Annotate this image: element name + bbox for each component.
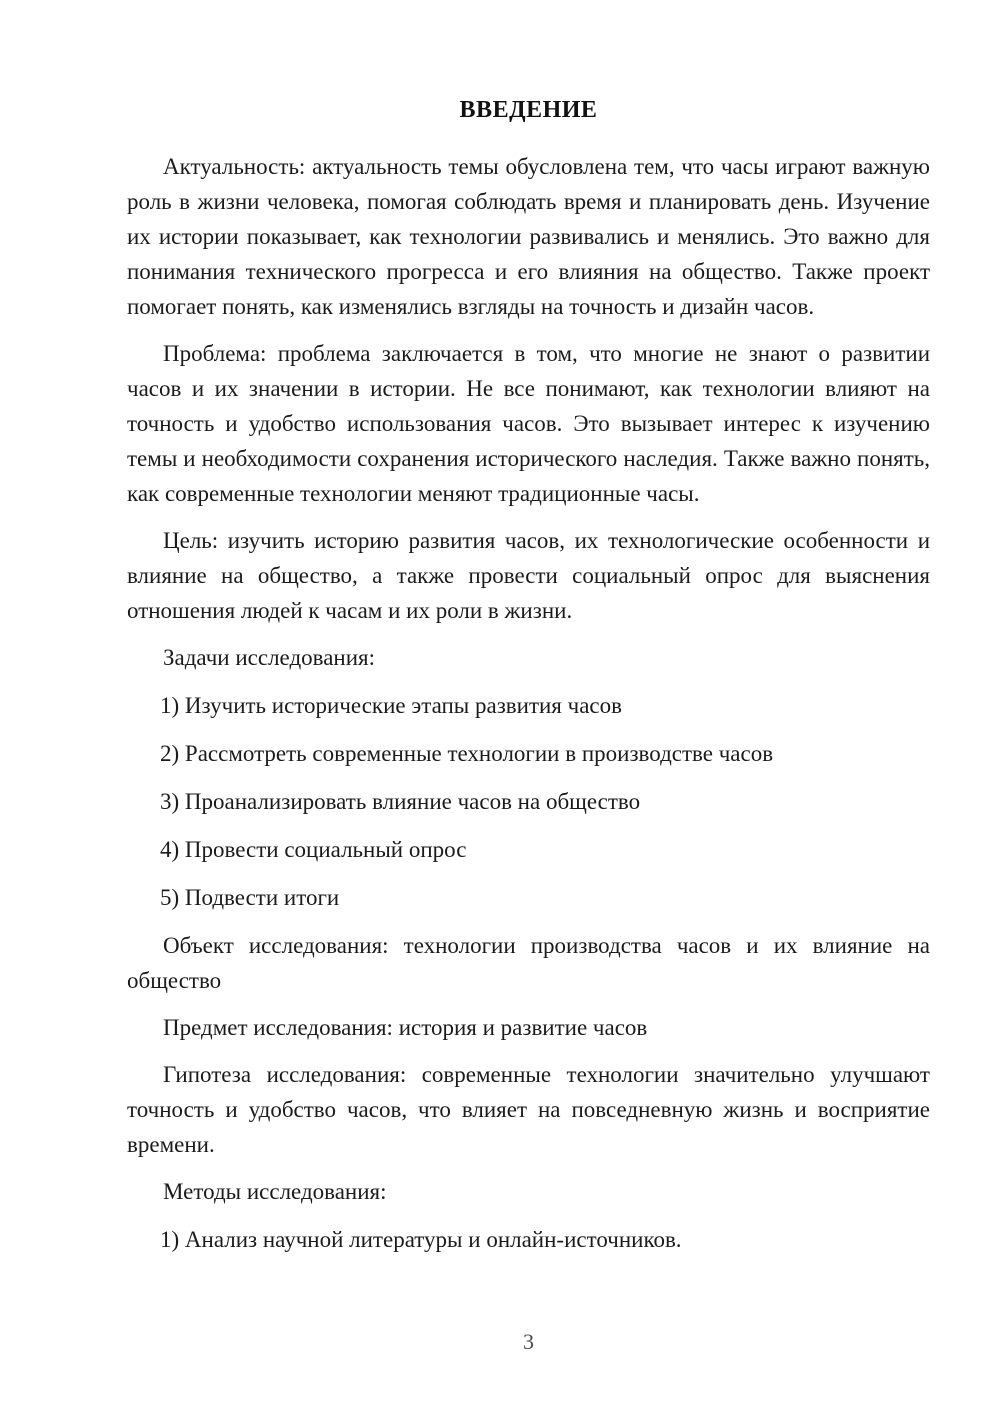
task-item-3: 3) Проанализировать влияние часов на общество: [160, 789, 641, 814]
tasks-heading: Задачи исследования:: [163, 645, 376, 670]
task-item-2: 2) Рассмотреть современные технологии в производстве часов: [160, 741, 774, 766]
tasks-list: [127, 688, 930, 915]
paragraph-relevance: Актуальность: актуальность темы обусловлена тем, что часы играют важную роль в жизни человека, помогая соблюдать время и планировать день. Изучение их истории показывает, как технологии развивались и менялись. Это важно для понимания технического прогресса и его влияния на общество. Также проект помогает понять, как изменялись взгляды на точность и дизайн часов.: [127, 154, 930, 319]
methods-list: [127, 1222, 930, 1257]
methods-heading: Методы исследования:: [163, 1179, 387, 1204]
paragraph-problem: Проблема: проблема заключается в том, что многие не знают о развитии часов и их значении в истории. Не все понимают, как технологии влияют на точность и удобство использования часов. Это вызывает интерес к изучению темы и необходимости сохранения исторического наследия. Также важно понять, как современные технологии меняют традиционные часы.: [127, 341, 930, 506]
paragraph-subject: Предмет исследования: история и развитие часов: [163, 1015, 648, 1040]
task-item-4: 4) Провести социальный опрос: [160, 837, 467, 862]
method-item-1: 1) Анализ научной литературы и онлайн-источников.: [160, 1227, 682, 1252]
page-title: ВВЕДЕНИЕ: [459, 97, 598, 123]
task-item-1: 1) Изучить исторические этапы развития часов: [160, 693, 622, 718]
task-item-5: 5) Подвести итоги: [160, 885, 340, 910]
paragraph-goal: Цель: изучить историю развития часов, их технологические особенности и влияние на общество, а также провести социальный опрос для выяснения отношения людей к часам и их роли в жизни.: [127, 528, 930, 623]
page-number: 3: [523, 1329, 534, 1354]
document-content: [127, 96, 930, 1270]
paragraph-object: Объект исследования: технологии производства часов и их влияние на общество: [127, 933, 930, 993]
paragraph-hypothesis: Гипотеза исследования: современные технологии значительно улучшают точность и удобство часов, что влияет на повседневную жизнь и восприятие времени.: [127, 1062, 930, 1157]
